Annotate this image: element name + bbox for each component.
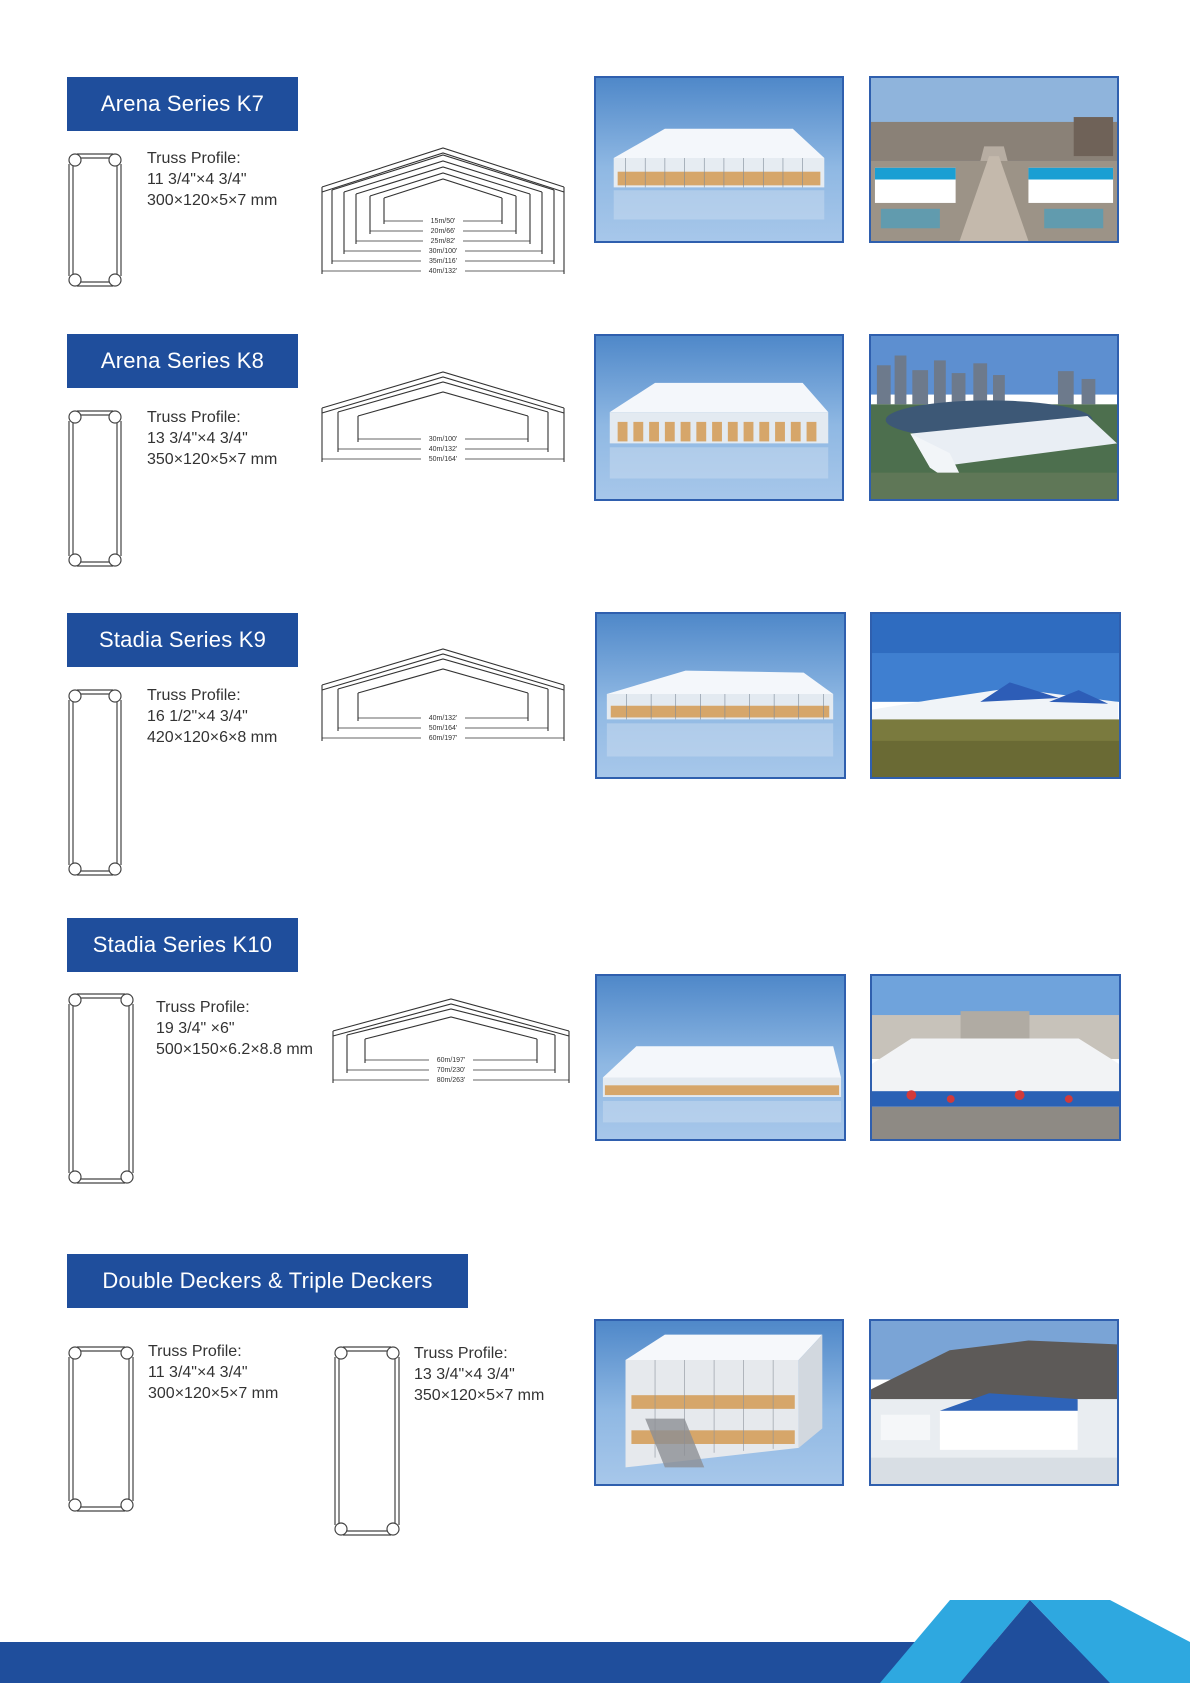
frame-diagram-k10 bbox=[329, 997, 573, 1087]
truss-metric: 300×120×5×7 mm bbox=[147, 192, 278, 209]
span-label: 40m/132' bbox=[428, 446, 458, 453]
truss-spec-k10 bbox=[156, 997, 313, 1060]
footer-logo-shape-icon bbox=[880, 1600, 1190, 1683]
span-label: 70m/230' bbox=[436, 1067, 466, 1074]
span-label: 15m/50' bbox=[430, 218, 456, 225]
truss-label: Truss Profile: bbox=[156, 999, 250, 1016]
frame-diagram-k8 bbox=[318, 368, 568, 468]
span-label: 60m/197' bbox=[428, 735, 458, 742]
span-label: 35m/116' bbox=[428, 258, 458, 265]
truss-metric: 420×120×6×8 mm bbox=[147, 729, 278, 746]
truss-spec-k8 bbox=[147, 407, 277, 470]
render-k7 bbox=[594, 76, 844, 243]
truss-label: Truss Profile: bbox=[147, 409, 241, 426]
truss-label: Truss Profile: bbox=[147, 687, 241, 704]
photo-k9-field bbox=[870, 612, 1121, 779]
truss-profile-deckers-1-icon bbox=[65, 1343, 137, 1515]
truss-imperial: 13 3/4"×4 3/4" bbox=[147, 430, 248, 447]
span-label: 50m/164' bbox=[428, 456, 458, 463]
truss-metric: 300×120×5×7 mm bbox=[148, 1385, 279, 1402]
frame-diagram-k7 bbox=[318, 142, 568, 277]
truss-imperial: 11 3/4"×4 3/4" bbox=[147, 171, 247, 188]
section-title-deckers: Double Deckers & Triple Deckers bbox=[67, 1254, 468, 1308]
section-title-k7: Arena Series K7 bbox=[67, 77, 298, 131]
truss-label: Truss Profile: bbox=[147, 150, 241, 167]
span-label: 80m/263' bbox=[436, 1077, 466, 1084]
span-label: 40m/132' bbox=[428, 715, 458, 722]
truss-metric: 350×120×5×7 mm bbox=[414, 1387, 545, 1404]
truss-imperial: 13 3/4"×4 3/4" bbox=[414, 1366, 515, 1383]
truss-profile-k7-icon bbox=[65, 150, 125, 290]
truss-metric: 350×120×5×7 mm bbox=[147, 451, 278, 468]
truss-profile-deckers-2-icon bbox=[331, 1343, 403, 1539]
truss-spec-k7 bbox=[147, 148, 277, 211]
truss-profile-k10-icon bbox=[65, 990, 137, 1187]
photo-deckers-snow bbox=[869, 1319, 1119, 1486]
span-label: 40m/132' bbox=[428, 268, 458, 275]
render-double-decker bbox=[594, 1319, 844, 1486]
truss-profile-k8-icon bbox=[65, 407, 125, 570]
render-k10 bbox=[595, 974, 846, 1141]
span-label: 50m/164' bbox=[428, 725, 458, 732]
photo-k10-exhibition bbox=[870, 974, 1121, 1141]
truss-label: Truss Profile: bbox=[414, 1345, 508, 1362]
truss-imperial: 11 3/4"×4 3/4" bbox=[148, 1364, 248, 1381]
truss-profile-k9-icon bbox=[65, 686, 125, 879]
span-label: 30m/100' bbox=[428, 436, 458, 443]
photo-k8-aerial bbox=[869, 334, 1119, 501]
truss-spec-k9 bbox=[147, 685, 277, 748]
render-k9 bbox=[595, 612, 846, 779]
frame-diagram-k9 bbox=[318, 647, 568, 747]
truss-imperial: 19 3/4" ×6" bbox=[156, 1020, 235, 1037]
section-title-k8: Arena Series K8 bbox=[67, 334, 298, 388]
truss-spec-deckers-2 bbox=[414, 1343, 544, 1406]
truss-label: Truss Profile: bbox=[148, 1343, 242, 1360]
render-k8 bbox=[594, 334, 844, 501]
section-title-k9: Stadia Series K9 bbox=[67, 613, 298, 667]
truss-metric: 500×150×6.2×8.8 mm bbox=[156, 1041, 314, 1058]
span-label: 25m/82' bbox=[430, 238, 456, 245]
span-label: 60m/197' bbox=[436, 1057, 466, 1064]
section-title-k10: Stadia Series K10 bbox=[67, 918, 298, 972]
span-label: 30m/100' bbox=[428, 248, 458, 255]
truss-imperial: 16 1/2"×4 3/4" bbox=[147, 708, 248, 725]
truss-spec-deckers-1 bbox=[148, 1341, 278, 1404]
photo-k7-event-site bbox=[869, 76, 1119, 243]
span-label: 20m/66' bbox=[430, 228, 456, 235]
